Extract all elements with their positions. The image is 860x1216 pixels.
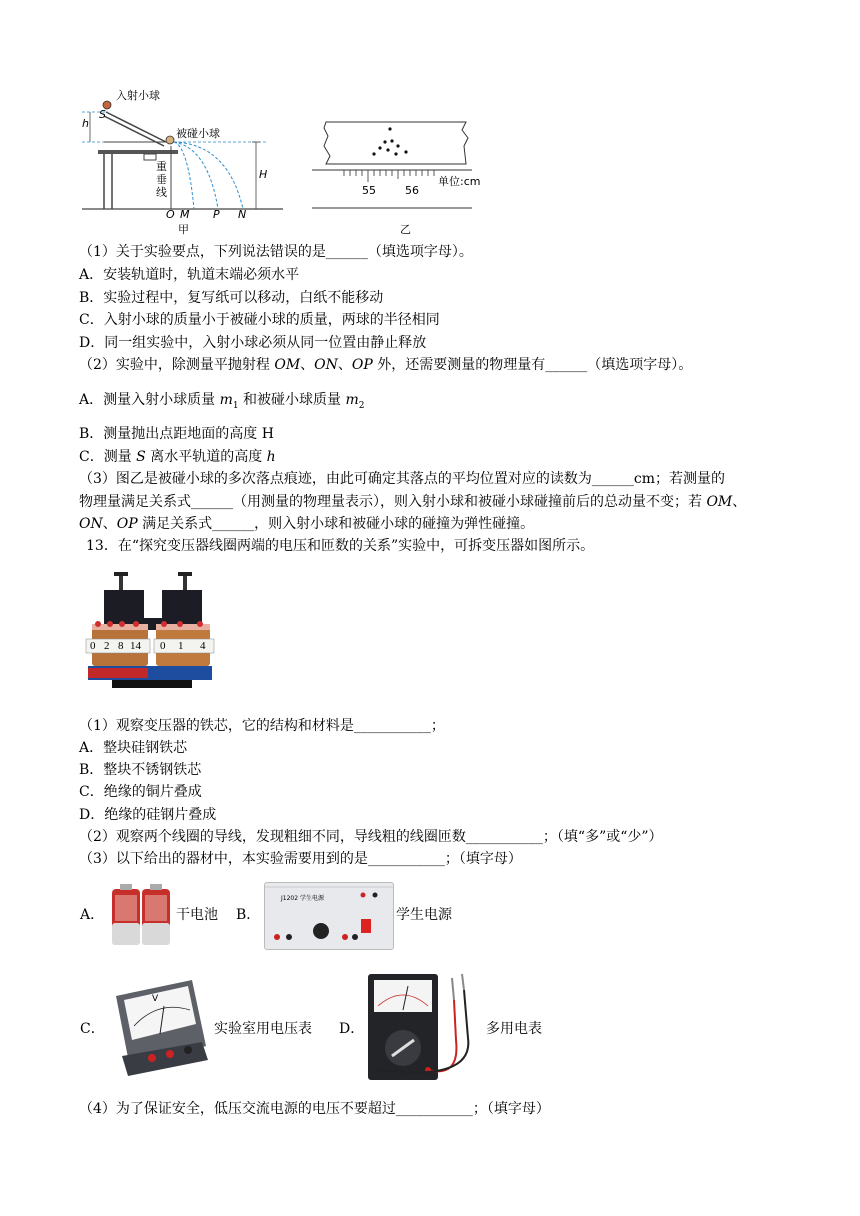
q12-part1-option-b: B．实验过程中，复写纸可以移动，白纸不能移动 [79, 290, 384, 306]
q12-part2-option-b: B．测量抛出点距地面的高度 H [79, 426, 274, 442]
target-ball-label: 被碰小球 [176, 127, 220, 140]
q12-part2-option-c [79, 447, 276, 467]
q13-part1-option-c: C．绝缘的铜片叠成 [79, 784, 202, 800]
q13-part2: （2）观察两个线圈的导线，发现粗细不同，导线粗的线圈匝数___________；（填“多”或“少”） [79, 829, 663, 845]
q12-part2-option-a-text1: A．测量入射小球质量 [79, 392, 220, 408]
q13-part1-option-d: D．绝缘的硅钢片叠成 [79, 807, 217, 823]
label-h: h [82, 117, 89, 130]
label-H: H [259, 168, 268, 181]
q12-part2-option-c-text2: 离水平轨道的高度 [145, 449, 267, 465]
equip-d-name: 多用电表 [486, 1021, 542, 1037]
multimeter-image [364, 970, 484, 1082]
equip-b-letter: B． [236, 907, 261, 923]
q12-h: h [266, 449, 276, 465]
q12-part2 [79, 355, 692, 375]
equip-c-name: 实验室用电压表 [214, 1021, 312, 1037]
student-power-supply-image [264, 882, 394, 950]
q12-part2-text-b: 外，还需要测量的物理量有______（填选项字母）。 [372, 357, 693, 373]
label-O: O [166, 208, 175, 221]
lab-voltmeter-image [108, 976, 212, 1080]
q12-S: S [136, 449, 146, 465]
transformer-drawing [84, 568, 218, 700]
figure-yi-diagram [308, 116, 481, 216]
label-N: N [238, 208, 247, 221]
label-P: P [213, 208, 220, 221]
label-S: S [99, 108, 106, 121]
ruler-unit: 单位:cm [438, 175, 481, 188]
ruler-tick-56: 56 [405, 184, 419, 197]
coil-left-number-2: 2 [104, 640, 110, 652]
plumb-line-label: 重垂线 [156, 160, 167, 199]
q12-part3-sep: 、 [102, 516, 117, 532]
q12-part1-option-a: A．安装轨道时，轨道末端必须水平 [79, 267, 300, 283]
q12-part3-line3-text: 满足关系式______，则入射小球和被碰小球的碰撞为弹性碰撞。 [137, 516, 535, 532]
q12-part2-option-c-text1: C．测量 [79, 449, 137, 465]
coil-right-number-1: 1 [178, 640, 184, 652]
q12-part3-line2 [79, 492, 746, 512]
figure-yi-caption: 乙 [400, 223, 411, 236]
q12-part1: （1）关于实验要点，下列说法错误的是______（填选项字母）。 [79, 244, 473, 260]
coil-right-number-4: 4 [200, 640, 206, 652]
q12-part3-OP: OP [116, 516, 138, 532]
q12-part2-option-a-text2: 和被碰小球质量 [238, 392, 346, 408]
voltmeter-symbol: V [152, 994, 159, 1004]
incident-ball-label: 入射小球 [116, 89, 160, 102]
q12-part2-OM: OM [274, 357, 301, 373]
power-supply-panel-text: J1202 学生电源 [281, 895, 324, 902]
q12-part2-OP: OP [351, 357, 373, 373]
coil-right-number-0: 0 [160, 640, 166, 652]
q12-m1-sub: 1 [232, 400, 239, 411]
q13-part1-option-a: A．整块硅钢铁芯 [79, 740, 188, 756]
dry-battery-image [109, 883, 175, 947]
figure-jia-caption: 甲 [178, 223, 189, 236]
label-M: M [180, 208, 190, 221]
q12-part3-line3 [79, 514, 534, 534]
q12-m2-sub: 2 [358, 400, 365, 411]
equip-d-letter: D． [339, 1021, 365, 1037]
q12-part2-option-a [79, 390, 365, 416]
q12-part3-OM: OM [706, 494, 733, 510]
q12-part3-line2-sep: 、 [732, 494, 747, 510]
q13-part1: （1）观察变压器的铁芯，它的结构和材料是___________； [79, 718, 445, 734]
q13-stem: 13．在“探究变压器线圈两端的电压和匝数的关系”实验中，可拆变压器如图所示。 [86, 538, 595, 554]
q12-part3-line1: （3）图乙是被碰小球的多次落点痕迹，由此可确定其落点的平均位置对应的读数为______cm；若测量的 [79, 471, 726, 487]
q12-part2-text-a: （2）实验中，除测量平抛射程 [79, 357, 275, 373]
coil-left-number-14: 14 [130, 640, 141, 652]
q12-m2: m [345, 392, 359, 408]
q12-part3-line2-text: 物理量满足关系式______（用测量的物理量表示），则入射小球和被碰小球碰撞前后的总动量不变；若 [79, 494, 707, 510]
coil-left-number-8: 8 [118, 640, 124, 652]
coil-left-number-0: 0 [90, 640, 96, 652]
q12-m1: m [219, 392, 233, 408]
q13-part1-option-b: B．整块不锈钢铁芯 [79, 762, 202, 778]
q12-part1-option-d: D．同一组实验中，入射小球必须从同一位置由静止释放 [79, 335, 427, 351]
q12-part2-ON: ON [314, 357, 338, 373]
q12-part2-sep2: 、 [337, 357, 352, 373]
equip-a-letter: A． [80, 907, 105, 923]
transformer-image [84, 568, 218, 700]
q13-part3: （3）以下给出的器材中，本实验需要用到的是___________；（填字母） [79, 851, 522, 867]
equip-c-letter: C． [80, 1021, 105, 1037]
equip-a-name: 干电池 [176, 907, 218, 923]
q12-part2-sep1: 、 [300, 357, 315, 373]
q13-part4: （4）为了保证安全，低压交流电源的电压不要超过___________；（填字母） [79, 1101, 550, 1117]
ruler-tick-55: 55 [362, 184, 376, 197]
q12-part1-option-c: C．入射小球的质量小于被碰小球的质量，两球的半径相同 [79, 312, 440, 328]
q12-part3-ON: ON [79, 516, 103, 532]
equip-b-name: 学生电源 [396, 907, 452, 923]
